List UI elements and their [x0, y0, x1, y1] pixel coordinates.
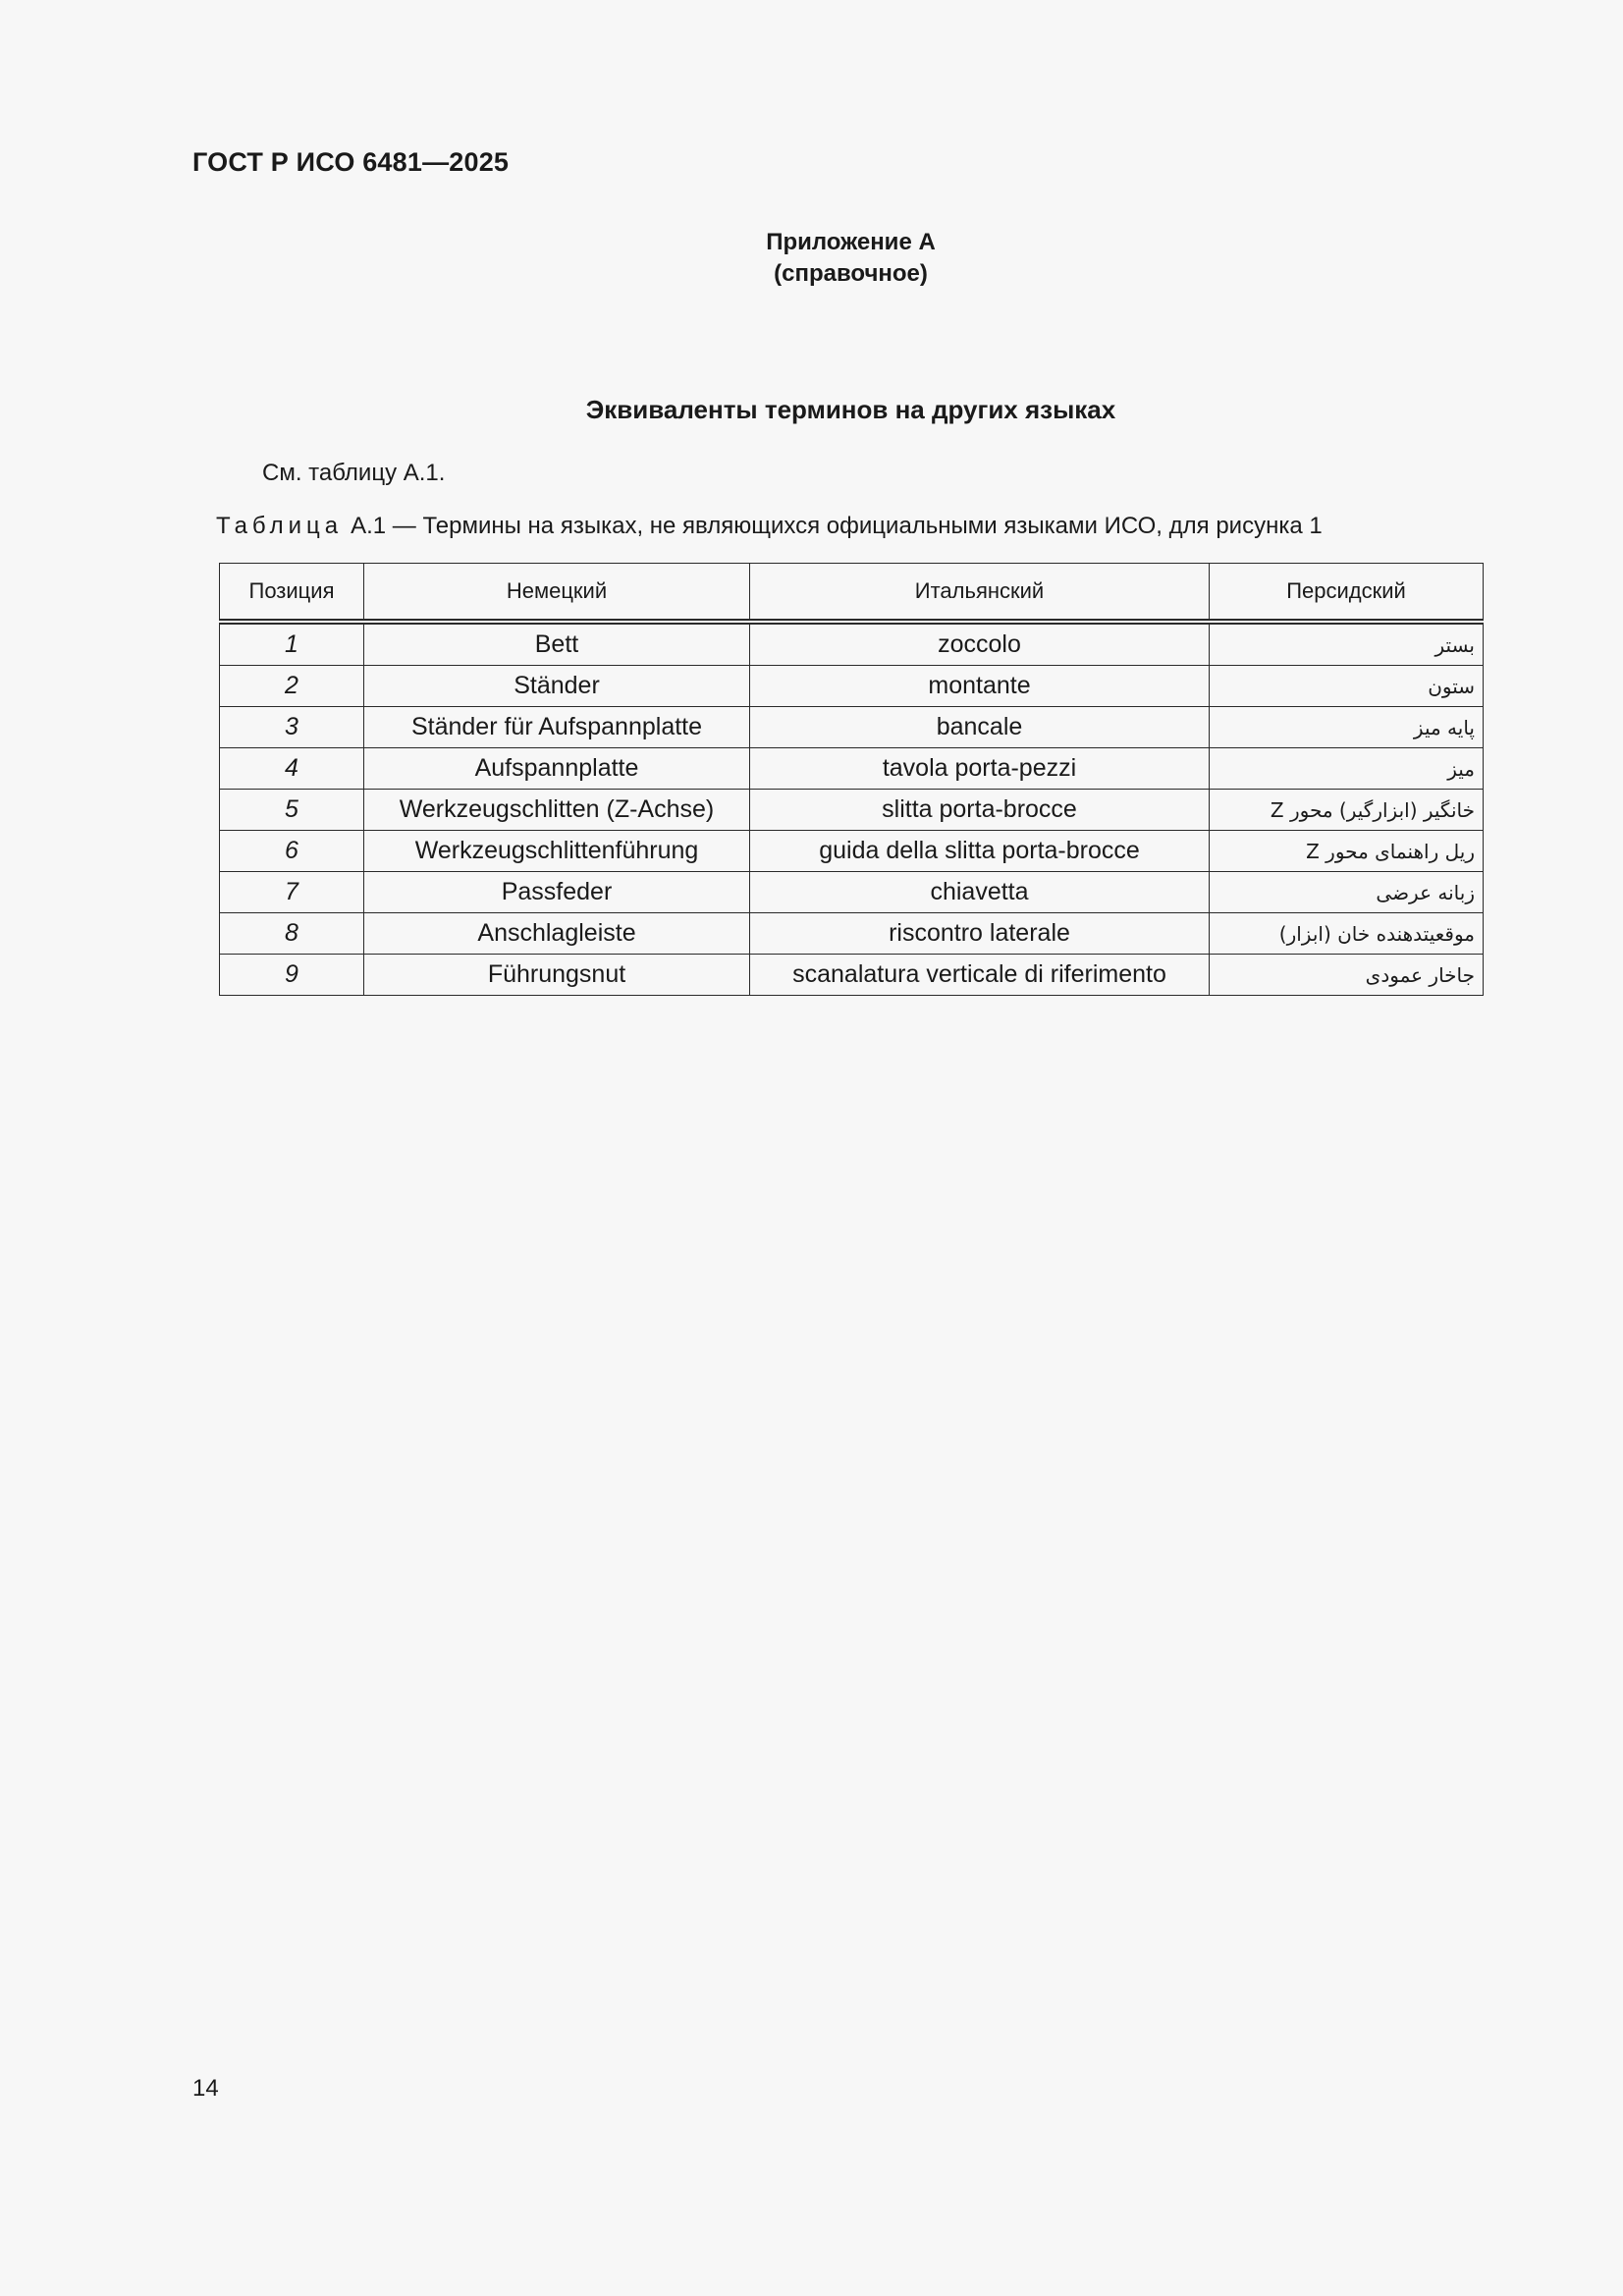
cell-german: Anschlagleiste [364, 913, 750, 955]
header-persian: Персидский [1210, 564, 1484, 623]
cell-position: 6 [220, 831, 364, 872]
cell-position: 4 [220, 748, 364, 790]
header-german: Немецкий [364, 564, 750, 623]
document-code: ГОСТ Р ИСО 6481—2025 [192, 147, 510, 177]
table-row [220, 913, 1484, 955]
table-row [220, 872, 1484, 913]
cell-italian: montante [750, 666, 1210, 707]
cell-persian: ریل راهنمای محور Z [1210, 831, 1484, 872]
cell-position: 2 [220, 666, 364, 707]
table-reference: См. таблицу А.1. [262, 460, 446, 486]
cell-persian: موقعیتدهنده خان (ابزار) [1210, 913, 1484, 955]
cell-persian: خانگیر (ابزارگیر) محور Z [1210, 790, 1484, 831]
cell-german: Bett [364, 622, 750, 666]
cell-german: Passfeder [364, 872, 750, 913]
cell-german: Aufspannplatte [364, 748, 750, 790]
cell-german: Ständer [364, 666, 750, 707]
cell-italian: guida della slitta porta-brocce [750, 831, 1210, 872]
cell-italian: bancale [750, 707, 1210, 748]
cell-persian: ستون [1210, 666, 1484, 707]
table-row [220, 707, 1484, 748]
cell-german: Führungsnut [364, 955, 750, 996]
table-caption [216, 513, 1323, 540]
table-row [220, 790, 1484, 831]
cell-position: 5 [220, 790, 364, 831]
cell-position: 3 [220, 707, 364, 748]
cell-german: Ständer für Aufspannplatte [364, 707, 750, 748]
table-row [220, 748, 1484, 790]
page-number: 14 [192, 2075, 219, 2102]
cell-persian: جاخار عمودی [1210, 955, 1484, 996]
cell-persian: زبانه عرضی [1210, 872, 1484, 913]
table-row [220, 831, 1484, 872]
table-body [220, 622, 1484, 996]
cell-position: 7 [220, 872, 364, 913]
header-position: Позиция [220, 564, 364, 623]
cell-italian: zoccolo [750, 622, 1210, 666]
terms-table [219, 563, 1484, 996]
appendix-type: (справочное) [774, 260, 928, 287]
table-caption-label: Таблица [216, 513, 344, 539]
cell-persian: پایه میز [1210, 707, 1484, 748]
appendix-title: Приложение А [766, 229, 936, 255]
table-row [220, 955, 1484, 996]
cell-position: 1 [220, 622, 364, 666]
cell-german: Werkzeugschlitten (Z-Achse) [364, 790, 750, 831]
section-title: Эквиваленты терминов на других языках [585, 395, 1116, 424]
cell-position: 8 [220, 913, 364, 955]
table-caption-text: А.1 — Термины на языках, не являющихся официальными языками ИСО, для рисунка 1 [351, 513, 1323, 539]
table-header-row [220, 564, 1484, 623]
cell-italian: chiavetta [750, 872, 1210, 913]
cell-position: 9 [220, 955, 364, 996]
cell-italian: slitta porta-brocce [750, 790, 1210, 831]
cell-german: Werkzeugschlittenführung [364, 831, 750, 872]
cell-italian: tavola porta-pezzi [750, 748, 1210, 790]
cell-persian: میز [1210, 748, 1484, 790]
table-row [220, 622, 1484, 666]
header-italian: Итальянский [750, 564, 1210, 623]
cell-persian: بستر [1210, 622, 1484, 666]
cell-italian: riscontro laterale [750, 913, 1210, 955]
cell-italian: scanalatura verticale di riferimento [750, 955, 1210, 996]
table-row [220, 666, 1484, 707]
